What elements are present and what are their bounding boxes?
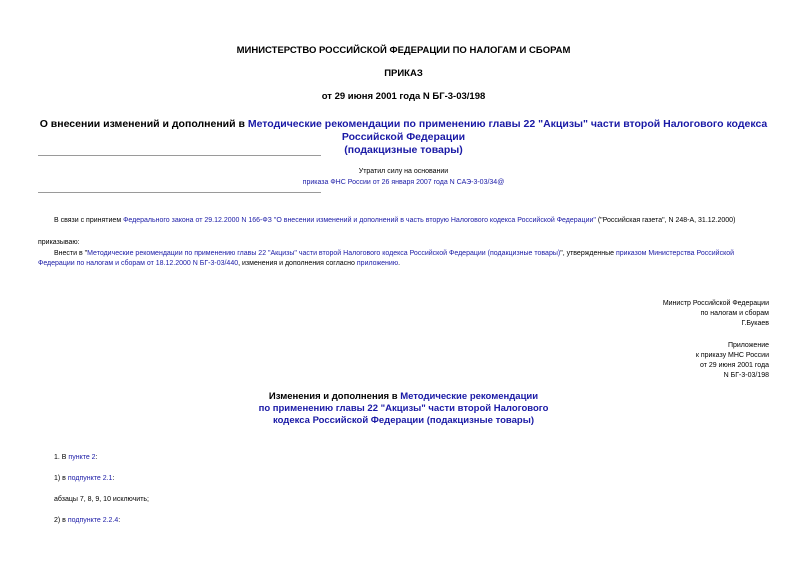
annex-title-link-2[interactable]: по применению главы 22 "Акцизы" части второй Налогового [258,403,549,414]
appendix-block [569,341,769,381]
link-methodical-recommendations[interactable]: Методические рекомендации по применению главы 22 "Акцизы" части второй Налогового кодекса Российской Федерации (подакцизные товары) [87,250,561,257]
annex-title-link-1[interactable]: Методические рекомендации [400,391,539,402]
annex-title-prefix: Изменения и дополнения в [268,391,401,402]
status-top-rule [38,155,321,156]
annex-title-link-3[interactable]: кодекса Российской Федерации (подакцизные товары) [273,415,534,426]
signature-block [569,299,769,329]
link-appendix[interactable]: приложению [356,260,399,267]
item-4-prefix: 2) в [54,517,68,524]
status-link-fns-order[interactable]: приказа ФНС России от 26 января 2007 года N САЭ-3-03/34@ [302,179,505,186]
p2-mid1: ", утвержденные [560,250,616,257]
orders-word: приказываю: [38,239,80,246]
appendix-line-2: к приказу МНС России [695,352,769,359]
link-federal-law-166[interactable]: Федерального закона от 29.12.2000 N 166-ФЗ "О внесении изменений и дополнений в часть вторую Налогового кодекса Российской Федерации" [123,217,596,224]
signature-line-1: Министр Российской Федерации [662,300,769,307]
link-subclause-2-2-4[interactable]: подпункте 2.2.4 [67,517,119,524]
ministry-title: МИНИСТЕРСТВО РОССИЙСКОЙ ФЕДЕРАЦИИ ПО НАЛОГАМ И СБОРАМ [236,45,571,56]
item-2-prefix: 1) в [54,475,68,482]
appendix-line-4: N БГ-3-03/198 [723,372,769,379]
link-subclause-2-1[interactable]: подпункте 2.1 [67,475,113,482]
p1-suffix: ("Российская газета", N 248-А, 31.12.2000) [595,217,736,224]
item-1-prefix: 1. В [54,454,69,461]
paragraph-order [38,249,768,269]
document-type: ПРИКАЗ [384,68,423,79]
appendix-line-1: Приложение [727,342,769,349]
subtitle-link-excise-goods[interactable]: (подакцизные товары) [344,144,463,156]
document-date-number: от 29 июня 2001 года N БГ-3-03/198 [321,91,486,102]
status-line: Утратил силу на основании [358,168,449,175]
item-1 [54,453,784,463]
item-2-suffix: : [112,475,115,482]
annex-title [0,391,807,427]
p2-prefix: Внести в " [54,250,88,257]
paragraph-preamble [38,216,768,226]
p2-end: . [398,260,401,267]
item-3: абзацы 7, 8, 9, 10 исключить; [54,496,150,503]
item-4 [54,516,784,526]
link-clause-2[interactable]: пункте 2 [68,454,96,461]
appendix-line-3: от 29 июня 2001 года [699,362,769,369]
item-2 [54,474,784,484]
item-4-suffix: : [118,517,121,524]
signature-name: Г.Букаев [741,320,769,327]
signature-line-2: по налогам и сборам [700,310,769,317]
p2-mid2: , изменения и дополнения согласно [238,260,357,267]
item-1-suffix: : [95,454,98,461]
link-mns-order-440[interactable]: приказом Министерства Российской Федерации по налогам и сборам от 18.12.2000 N БГ-3-03/440 [38,250,735,267]
subtitle-link-methodical-recommendations[interactable]: Методические рекомендации по применению главы 22 "Акцизы" части второй Налогового кодекса Российской Федерации [247,118,768,143]
status-line-link [0,178,807,188]
document-subtitle [20,118,787,157]
subtitle-prefix: О внесении изменений и дополнений в [39,118,248,130]
p1-prefix: В связи с принятием [54,217,124,224]
status-bottom-rule [38,192,321,193]
